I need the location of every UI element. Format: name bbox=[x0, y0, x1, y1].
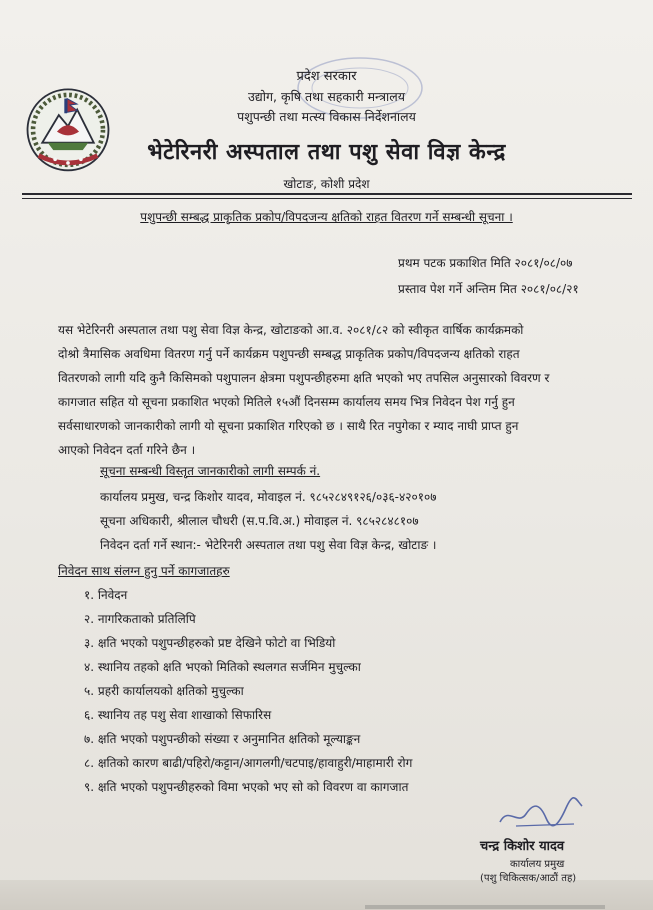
document-item: ९. क्षति भएको पशुपन्छीहरुको विमा भएको भए सो को विवरण वा कागजात bbox=[84, 780, 409, 794]
body-line: यस भेटेरिनरी अस्पताल तथा पशु सेवा विज्ञ केन्द्र, खोटाङको आ.व. २०८१/८२ को स्वीकृत वार्षिक कार्यक्रमको bbox=[58, 323, 524, 337]
signatory-level: (पशु चिकित्सक/आठौं तह) bbox=[480, 873, 577, 884]
department-name: पशुपन्छी तथा मत्स्य विकास निर्देशनालय bbox=[237, 109, 416, 124]
notice-subject: पशुपन्छी सम्बद्ध प्राकृतिक प्रकोप/विपदजन्य क्षतिको राहत वितरण गर्ने सम्बन्धी सूचना । bbox=[140, 210, 513, 224]
document-item: ३. क्षति भएको पशुपन्छीहरुको प्रष्ट देखिने फोटो वा भिडियो bbox=[84, 636, 336, 650]
contact-heading: सूचना सम्बन्धी विस्तृत जानकारीको लागी सम्पर्क नं. bbox=[100, 464, 321, 478]
document-item: ५. प्रहरी कार्यालयको क्षतिको मुचुल्का bbox=[84, 684, 244, 698]
body-line: दोश्रो त्रैमासिक अवधिमा वितरण गर्नु पर्ने कार्यक्रम पशुपन्छी सम्बद्ध प्राकृतिक प्रकोप/विपदजन्य क्षतिको राहत bbox=[58, 347, 520, 361]
ministry-name: उद्योग, कृषि तथा सहकारी मन्त्रालय bbox=[248, 89, 405, 104]
contact-info-officer: सूचना अधिकारी, श्रीलाल चौधरी (स.प.वि.अ.) मोवाइल नं. ९८५२८४८१०७ bbox=[100, 514, 419, 528]
signatory-role: कार्यालय प्रमुख bbox=[510, 859, 565, 870]
header-divider-thin bbox=[22, 198, 632, 199]
body-line: सर्वसाधारणको जानकारीको लागी यो सूचना प्रकाशित गरिएको छ । साथै रित नपुगेका र म्याद नाघी प्राप्त हुन bbox=[58, 419, 519, 433]
cut-off-footer-mark bbox=[365, 904, 605, 910]
document-item: ८. क्षतिको कारण बाढी/पहिरो/कट्टान/आगलगी/चटपाइ/हावाहुरी/माहामारी रोग bbox=[84, 756, 413, 770]
government-name: प्रदेश सरकार bbox=[296, 69, 357, 84]
first-published-date: प्रथम पटक प्रकाशित मिति २०८१/०८/०७ bbox=[398, 256, 573, 270]
contact-office-chief: कार्यालय प्रमुख, चन्द्र किशोर यादव, मोवाइल नं. ९८५२८४९१२६/०३६-४२०१०७ bbox=[100, 490, 437, 504]
documents-heading: निवेदन साथ संलग्न हुनु पर्ने कागजातहरु bbox=[58, 564, 230, 578]
body-line: कागजात सहित यो सूचना प्रकाशित भएको मितिले १५औं दिनसम्म कार्यालय समय भित्र निवेदन पेश गर्नु हुन bbox=[58, 395, 515, 409]
document-item: २. नागरिकताको प्रतिलिपि bbox=[84, 612, 196, 626]
document-item: १. निवेदन bbox=[84, 588, 128, 602]
body-line: वितरणको लागी यदि कुनै किसिमको पशुपालन क्षेत्रमा पशुपन्छीहरुमा क्षति भएको भए तपसिल अनुसारको विवरण र bbox=[58, 371, 550, 385]
body-line: आएको निवेदन दर्ता गरिने छैन । bbox=[58, 443, 196, 457]
header-divider-thick bbox=[22, 193, 632, 195]
document-item: ६. स्थानिय तह पशु सेवा शाखाको सिफारिस bbox=[84, 708, 272, 722]
document-item: ७. क्षति भएको पशुपन्छीको संख्या र अनुमानित क्षतिको मूल्याङ्कन bbox=[84, 732, 361, 746]
office-title: भेटेरिनरी अस्पताल तथा पशु सेवा विज्ञ केन्द्र bbox=[147, 139, 506, 165]
document-item: ४. स्थानिय तहको क्षति भएको मितिको स्थलगत सर्जमिन मुचुल्का bbox=[84, 660, 361, 674]
office-address: खोटाङ, कोशी प्रदेश bbox=[283, 177, 370, 191]
handwritten-signature-icon bbox=[496, 796, 586, 832]
last-submission-date: प्रस्ताव पेश गर्ने अन्तिम मित २०८१/०८/२१ bbox=[398, 282, 579, 296]
notice-body bbox=[58, 318, 638, 462]
signatory-name: चन्द्र किशोर यादव bbox=[480, 839, 565, 854]
registration-place: निवेदन दर्ता गर्ने स्थान:- भेटेरिनरी अस्पताल तथा पशु सेवा विज्ञ केन्द्र, खोटाङ । bbox=[100, 538, 437, 552]
